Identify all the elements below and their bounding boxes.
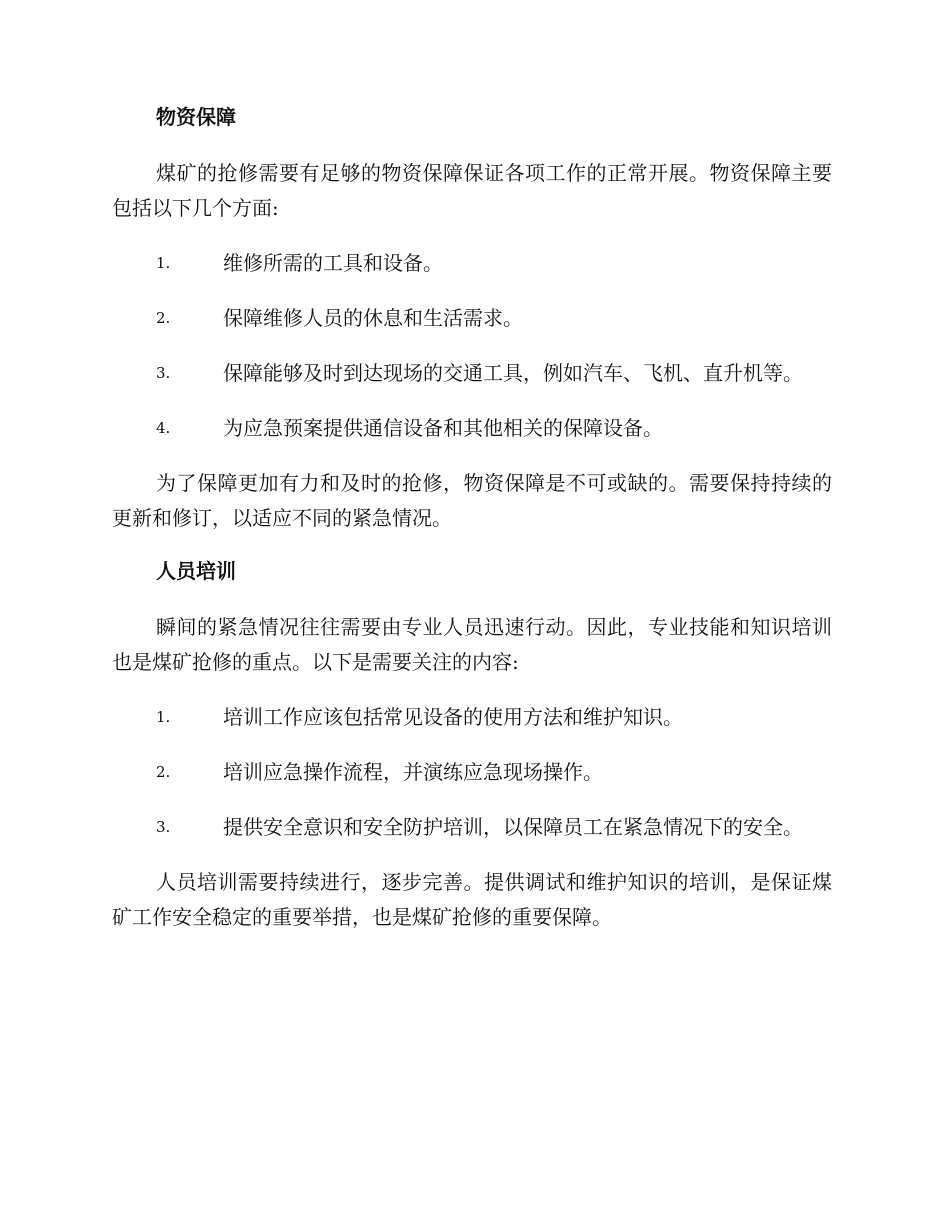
- list-item-text: 培训应急操作流程，并演练应急现场操作。: [223, 760, 603, 784]
- list-item: [112, 246, 832, 281]
- list-item: [112, 700, 832, 735]
- list-item-number: 4.: [156, 419, 171, 437]
- list-item-text: 维修所需的工具和设备。: [223, 251, 443, 275]
- list-item-number: 1.: [156, 254, 171, 272]
- list-item: [112, 301, 832, 336]
- list-item-text: 保障维修人员的休息和生活需求。: [223, 306, 523, 330]
- list-item-number: 2.: [156, 309, 171, 327]
- list-item-number: 1.: [156, 708, 171, 726]
- section-conclusion-training: 人员培训需要持续进行，逐步完善。提供调试和维护知识的培训，是保证煤矿工作安全稳定的重要举措，也是煤矿抢修的重要保障。: [112, 870, 832, 929]
- section-conclusion-supplies: 为了保障更加有力和及时的抢修，物资保障是不可或缺的。需要保持持续的更新和修订，以适应不同的紧急情况。: [112, 471, 832, 530]
- list-item: [112, 810, 832, 845]
- list-item-number: 3.: [156, 818, 171, 836]
- list-item-text: 为应急预案提供通信设备和其他相关的保障设备。: [223, 416, 663, 440]
- section-heading-supplies: 物资保障: [156, 105, 236, 129]
- list-item-number: 2.: [156, 763, 171, 781]
- list-item-text: 培训工作应该包括常见设备的使用方法和维护知识。: [223, 705, 683, 729]
- list-item: [112, 356, 832, 391]
- section-intro-supplies: 煤矿的抢修需要有足够的物资保障保证各项工作的正常开展。物资保障主要包括以下几个方面:: [112, 161, 832, 220]
- document-page: [112, 102, 832, 955]
- list-item: [112, 411, 832, 446]
- list-item-text: 保障能够及时到达现场的交通工具，例如汽车、飞机、直升机等。: [223, 361, 803, 385]
- list-item: [112, 755, 832, 790]
- section-heading-training: 人员培训: [156, 559, 236, 583]
- section-intro-training: 瞬间的紧急情况往往需要由专业人员迅速行动。因此，专业技能和知识培训也是煤矿抢修的重点。以下是需要关注的内容:: [112, 615, 832, 674]
- list-item-text: 提供安全意识和安全防护培训，以保障员工在紧急情况下的安全。: [223, 815, 803, 839]
- list-item-number: 3.: [156, 364, 171, 382]
